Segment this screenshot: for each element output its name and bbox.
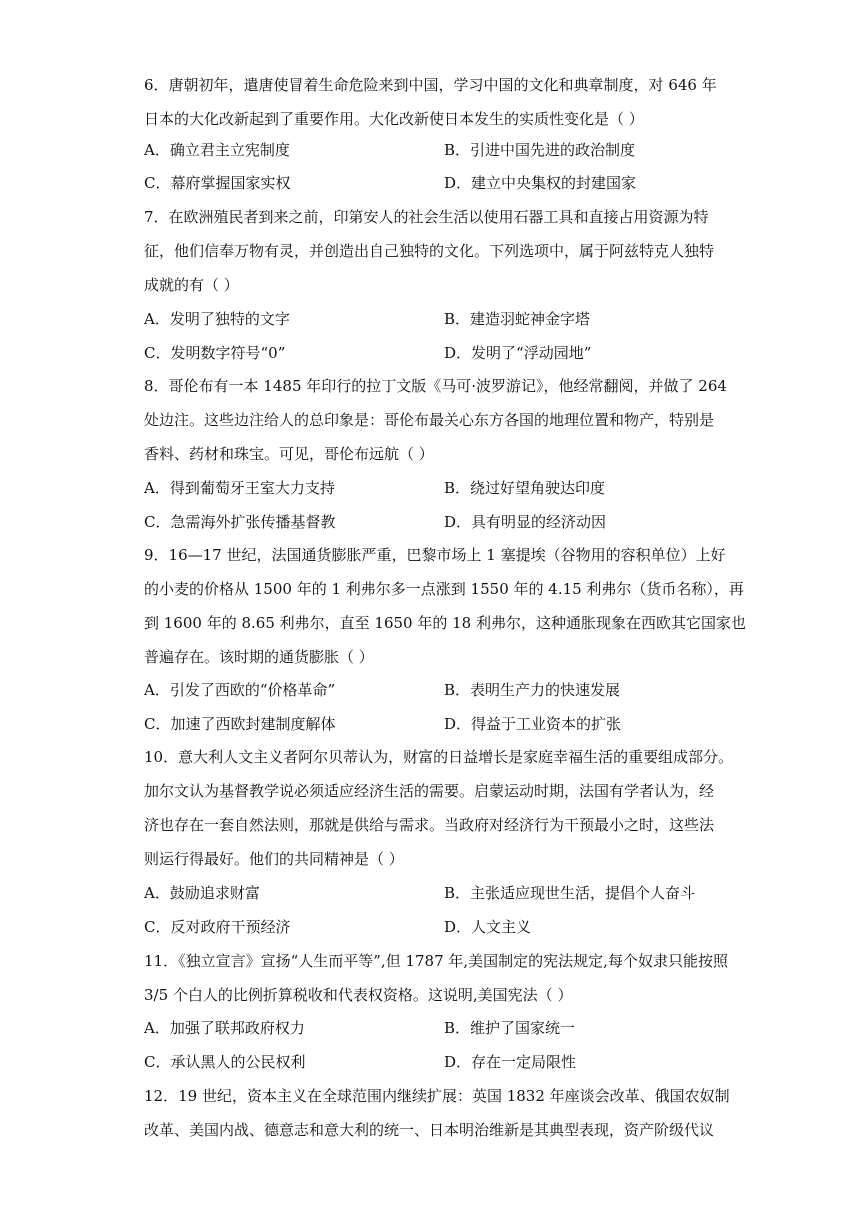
question-9-option-c[interactable]: C．加速了西欧封建制度解体 — [144, 715, 336, 733]
question-7-stem — [144, 200, 724, 302]
question-9-option-b[interactable]: B．表明生产力的快速发展 — [444, 681, 621, 699]
question-11-line-1: 11．《独立宣言》宣扬“人生而平等”,但 1787 年,美国制定的宪法规定,每个奴隶只能按照 — [144, 952, 728, 970]
question-12-line-2: 改革、美国内战、德意志和意大利的统一、日本明治维新是其典型表现，资产阶级代议 — [144, 1121, 715, 1139]
question-8-line-3: 香料、药材和珠宝。可见，哥伦布远航（ ） — [144, 445, 434, 463]
question-8-line-1: 8．哥伦布有一本 1485 年印行的拉丁文版《马可·波罗游记》，他经常翻阅，并做了 264 — [144, 377, 727, 395]
question-11-option-c[interactable]: C．承认黑人的公民权利 — [144, 1053, 306, 1071]
question-9-line-2: 的小麦的价格从 1500 年的 1 利弗尔多一点涨到 1550 年的 4.15 利弗尔（货币名称），再 — [144, 580, 744, 598]
question-7-line-2: 征，他们信奉万物有灵，并创造出自己独特的文化。下列选项中，属于阿兹特克人独特 — [144, 242, 715, 260]
question-11-option-d[interactable]: D．存在一定局限性 — [444, 1053, 577, 1071]
question-7-option-d[interactable]: D．发明了“浮动园地” — [444, 344, 592, 362]
question-11-option-b[interactable]: B．维护了国家统一 — [444, 1019, 576, 1037]
question-8-option-c[interactable]: C．急需海外扩张传播基督教 — [144, 513, 336, 531]
question-11-stem — [144, 944, 728, 1012]
question-6-option-b[interactable]: B．引进中国先进的政治制度 — [444, 141, 636, 159]
question-6-option-c[interactable]: C．幕府掌握国家实权 — [144, 174, 291, 192]
question-9-stem — [144, 538, 746, 674]
question-10-stem — [144, 740, 734, 876]
question-10-option-d[interactable]: D．人文主义 — [444, 918, 532, 936]
question-9-line-3: 到 1600 年的 8.65 利弗尔，直至 1650 年的 18 利弗尔，这种通胀现象在西欧其它国家也 — [144, 614, 746, 632]
question-7-option-c[interactable]: C．发明数字符号“0” — [144, 344, 286, 362]
question-12-stem — [144, 1079, 730, 1147]
question-6-line-2: 日本的大化改新起到了重要作用。大化改新使日本发生的实质性变化是（ ） — [144, 110, 644, 128]
question-9-line-4: 普遍存在。该时期的通货膨胀（ ） — [144, 648, 374, 666]
question-6-option-d[interactable]: D．建立中央集权的封建国家 — [444, 174, 637, 192]
question-7-option-a[interactable]: A．发明了独特的文字 — [144, 310, 290, 328]
question-8-stem — [144, 369, 727, 471]
question-10-line-2: 加尔文认为基督教学说必须适应经济生活的需要。启蒙运动时期，法国有学者认为，经 — [144, 782, 715, 800]
question-6-stem — [144, 68, 724, 136]
question-9-option-d[interactable]: D．得益于工业资本的扩张 — [444, 715, 622, 733]
question-11-option-a[interactable]: A．加强了联邦政府权力 — [144, 1019, 305, 1037]
question-12-line-1: 12．19 世纪，资本主义在全球范围内继续扩展：英国 1832 年座谈会改革、俄国农奴制 — [144, 1087, 730, 1105]
question-7-line-1: 7．在欧洲殖民者到来之前，印第安人的社会生活以使用石器工具和直接占用资源为特 — [144, 208, 709, 226]
question-10-option-c[interactable]: C．反对政府干预经济 — [144, 918, 291, 936]
question-8-option-b[interactable]: B．绕过好望角驶达印度 — [444, 479, 606, 497]
question-6-line-1: 6．唐朝初年，遣唐使冒着生命危险来到中国，学习中国的文化和典章制度，对 646 年 — [144, 76, 717, 94]
question-8-line-2: 处边注。这些边注给人的总印象是：哥伦布最关心东方各国的地理位置和物产，特别是 — [144, 411, 715, 429]
question-7-option-b[interactable]: B．建造羽蛇神金字塔 — [444, 310, 591, 328]
question-9-line-1: 9．16—17 世纪，法国通货膨胀严重，巴黎市场上 1 塞提埃（谷物用的容积单位）上好 — [144, 546, 726, 564]
question-10-line-3: 济也存在一套自然法则，那就是供给与需求。当政府对经济行为干预最小之时，这些法 — [144, 816, 715, 834]
question-11-line-2: 3/5 个白人的比例折算税收和代表权资格。这说明,美国宪法（ ） — [144, 986, 573, 1004]
question-10-option-b[interactable]: B．主张适应现世生活，提倡个人奋斗 — [444, 884, 696, 902]
question-8-option-a[interactable]: A．得到葡萄牙王室大力支持 — [144, 479, 335, 497]
question-8-option-d[interactable]: D．具有明显的经济动因 — [444, 513, 607, 531]
question-10-line-1: 10．意大利人文主义者阿尔贝蒂认为，财富的日益增长是家庭幸福生活的重要组成部分。 — [144, 748, 734, 766]
question-10-option-a[interactable]: A．鼓励追求财富 — [144, 884, 260, 902]
question-10-line-4: 则运行得最好。他们的共同精神是（ ） — [144, 850, 404, 868]
question-9-option-a[interactable]: A．引发了西欧的“价格革命” — [144, 681, 336, 699]
question-6-option-a[interactable]: A．确立君主立宪制度 — [144, 141, 290, 159]
question-7-line-3: 成就的有（ ） — [144, 276, 239, 294]
